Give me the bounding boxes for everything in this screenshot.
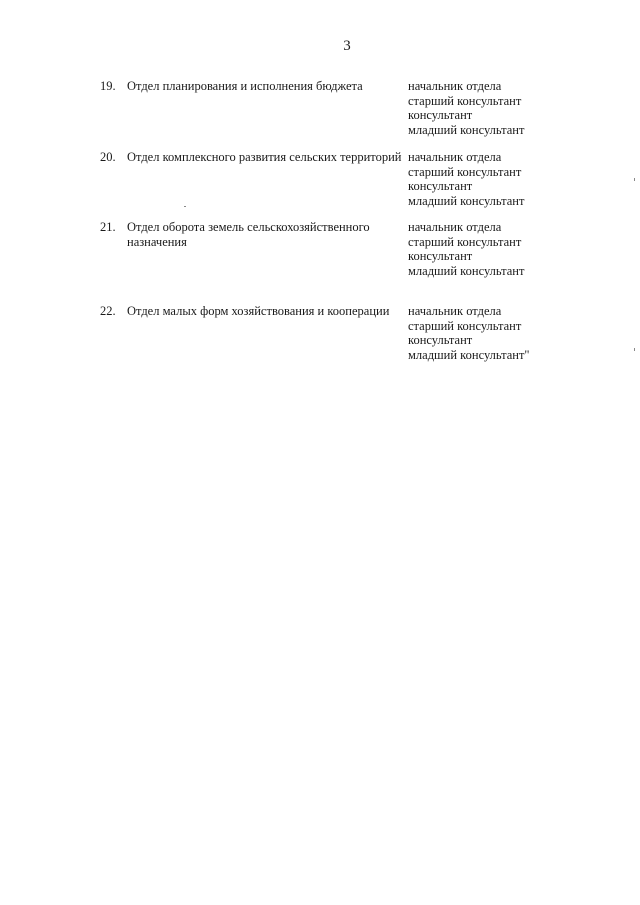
position-item: младший консультант: [408, 193, 525, 208]
position-item: консультант: [408, 333, 473, 348]
position-list: [408, 79, 608, 137]
entry-number: 20.: [100, 150, 116, 164]
department-title: Отдел планирования и исполнения бюджета: [127, 79, 363, 93]
position-item: начальник отдела: [408, 150, 502, 164]
page-number: 3: [343, 38, 351, 54]
entry-number: 22.: [100, 304, 116, 318]
department-title: Отдел малых форм хозяйствования и кооперации: [127, 304, 390, 318]
position-item: старший консультант: [408, 93, 522, 108]
position-item: начальник отдела: [408, 220, 502, 234]
position-item: консультант: [408, 249, 473, 264]
position-list: [408, 304, 608, 362]
position-item: старший консультант: [408, 234, 522, 249]
position-item: начальник отдела: [408, 304, 502, 318]
position-item: старший консультант: [408, 164, 522, 179]
position-item: консультант: [408, 108, 473, 123]
position-item: младший консультант: [408, 263, 525, 278]
position-item: консультант: [408, 179, 473, 194]
position-item: начальник отдела: [408, 79, 502, 93]
department-title: Отдел комплексного развития сельских территорий: [127, 150, 402, 164]
scan-speck: [634, 348, 635, 351]
scan-speck: [184, 206, 186, 207]
position-list: [408, 150, 608, 208]
position-item: старший консультант: [408, 318, 522, 333]
department-title: Отдел оборота земель сельскохозяйственного назначения: [127, 220, 370, 249]
position-item: младший консультант": [408, 347, 530, 362]
position-item: младший консультант: [408, 122, 525, 137]
scan-speck: [634, 178, 635, 181]
entry-number: 21.: [100, 220, 116, 234]
entry-number: 19.: [100, 79, 116, 93]
position-list: [408, 220, 608, 278]
